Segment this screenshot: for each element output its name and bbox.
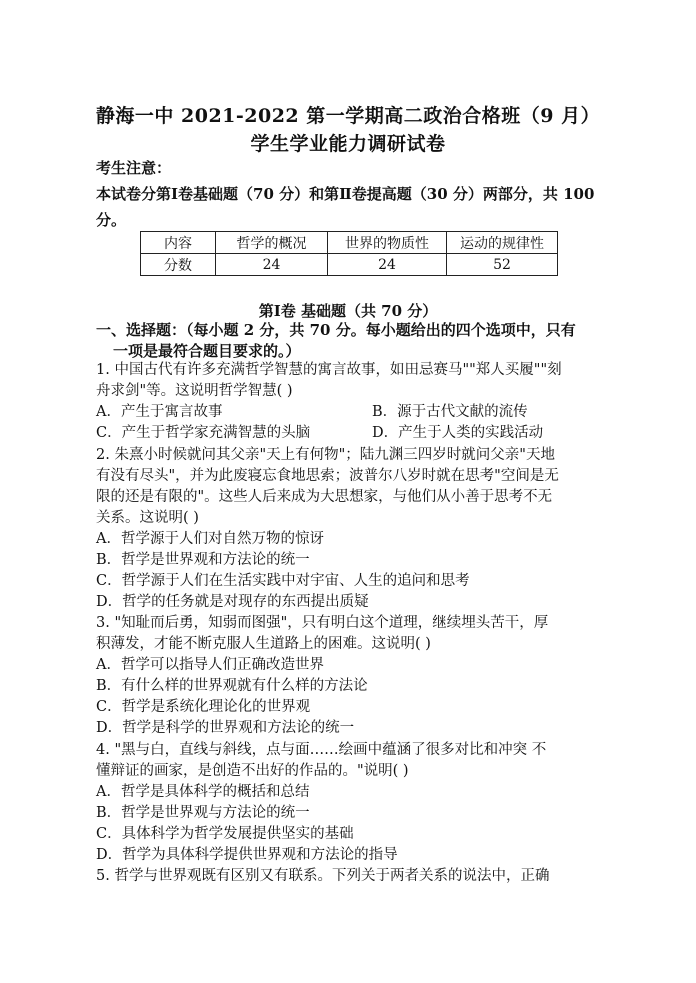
option-b: B．哲学是世界观和方法论的统一 <box>96 552 310 568</box>
exam-subtitle: 学生学业能力调研试卷 <box>250 133 446 155</box>
intro-text-line2: 分。 <box>96 211 127 229</box>
section-instruction-line1: 一、选择题：（每小题 2 分，共 70 分。每小题给出的四个选项中，只有 <box>96 321 576 339</box>
exam-title: 静海一中 2021-2022 第一学期高二政治合格班（9 月） <box>95 105 601 127</box>
option-a: A．哲学源于人们对自然万物的惊讶 <box>96 531 324 547</box>
option-d: D．哲学是科学的世界观和方法论的统一 <box>96 720 355 736</box>
option-d: D．哲学为具体科学提供世界观和方法论的指导 <box>96 847 398 863</box>
section-title: 第Ⅰ卷 基础题（共 70 分） <box>258 302 438 320</box>
question-stem-line: 3. "知耻而后勇，知弱而图强"，只有明白这个道理，继续埋头苦干，厚 <box>96 615 549 631</box>
option-a: A．产生于寓言故事 <box>96 404 223 420</box>
question-stem-line: 5. 哲学与世界观既有区别又有联系。下列关于两者关系的说法中，正确 <box>96 868 550 884</box>
score-table-header-cell: 运动的规律性 <box>447 232 558 254</box>
question-stem-line: 懂辩证的画家，是创造不出好的作品的。"说明( ) <box>96 763 409 779</box>
question-stem-line: 舟求剑"等。这说明哲学智慧( ) <box>96 383 293 399</box>
section-instruction-line2: 一项是最符合题目要求的。） <box>113 342 301 360</box>
question-5 <box>96 866 606 887</box>
question-1 <box>96 360 606 402</box>
question-3 <box>96 613 606 655</box>
question-stem-line: 有没有尽头"，并为此废寝忘食地思索；波普尔八岁时就在思考"空间是无 <box>96 468 559 484</box>
score-table-header-row <box>141 232 558 254</box>
option-c: C．哲学是系统化理论化的世界观 <box>96 699 311 715</box>
option-b: B．源于古代文献的流传 <box>372 404 528 420</box>
score-table-cell: 分数 <box>141 254 216 276</box>
score-table-header-cell: 世界的物质性 <box>328 232 447 254</box>
score-table-row <box>141 254 558 276</box>
option-c: C．具体科学为哲学发展提供坚实的基础 <box>96 826 354 842</box>
notice-label: 考生注意： <box>96 159 172 177</box>
question-stem-line: 2. 朱熹小时候就问其父亲"天上有何物"；陆九渊三四岁时就问父亲"天地 <box>96 447 555 463</box>
question-stem-line: 限的还是有限的"。这些人后来成为大思想家，与他们从小善于思考不无 <box>96 489 553 505</box>
score-table-header-cell: 哲学的概况 <box>216 232 328 254</box>
score-table-cell: 24 <box>216 254 328 276</box>
question-stem-line: 关系。这说明( ) <box>96 510 199 526</box>
option-b: B．哲学是世界观与方法论的统一 <box>96 805 310 821</box>
option-b: B．有什么样的世界观就有什么样的方法论 <box>96 678 368 694</box>
question-2 <box>96 445 606 529</box>
question-stem-line: 积薄发，才能不断克服人生道路上的困难。这说明( ) <box>96 636 431 652</box>
score-table-header-cell: 内容 <box>141 232 216 254</box>
option-a: A．哲学是具体科学的概括和总结 <box>96 784 310 800</box>
option-c: C．哲学源于人们在生活实践中对宇宙、人生的追问和思考 <box>96 573 470 589</box>
score-table-cell: 52 <box>447 254 558 276</box>
option-d: D．产生于人类的实践活动 <box>372 425 544 441</box>
score-table <box>140 231 558 276</box>
option-c: C．产生于哲学家充满智慧的头脑 <box>96 425 311 441</box>
option-a: A．哲学可以指导人们正确改造世界 <box>96 657 324 673</box>
score-table-cell: 24 <box>328 254 447 276</box>
question-4 <box>96 740 606 782</box>
question-stem-line: 4. "黑与白，直线与斜线，点与面……绘画中蕴涵了很多对比和冲突 不 <box>96 742 547 758</box>
question-stem-line: 1. 中国古代有许多充满哲学智慧的寓言故事，如田忌赛马""郑人买履""刻 <box>96 362 562 378</box>
intro-text-line1: 本试卷分第Ⅰ卷基础题（70 分）和第Ⅱ卷提高题（30 分）两部分，共 100 <box>96 185 595 203</box>
option-d: D．哲学的任务就是对现存的东西提出质疑 <box>96 594 369 610</box>
